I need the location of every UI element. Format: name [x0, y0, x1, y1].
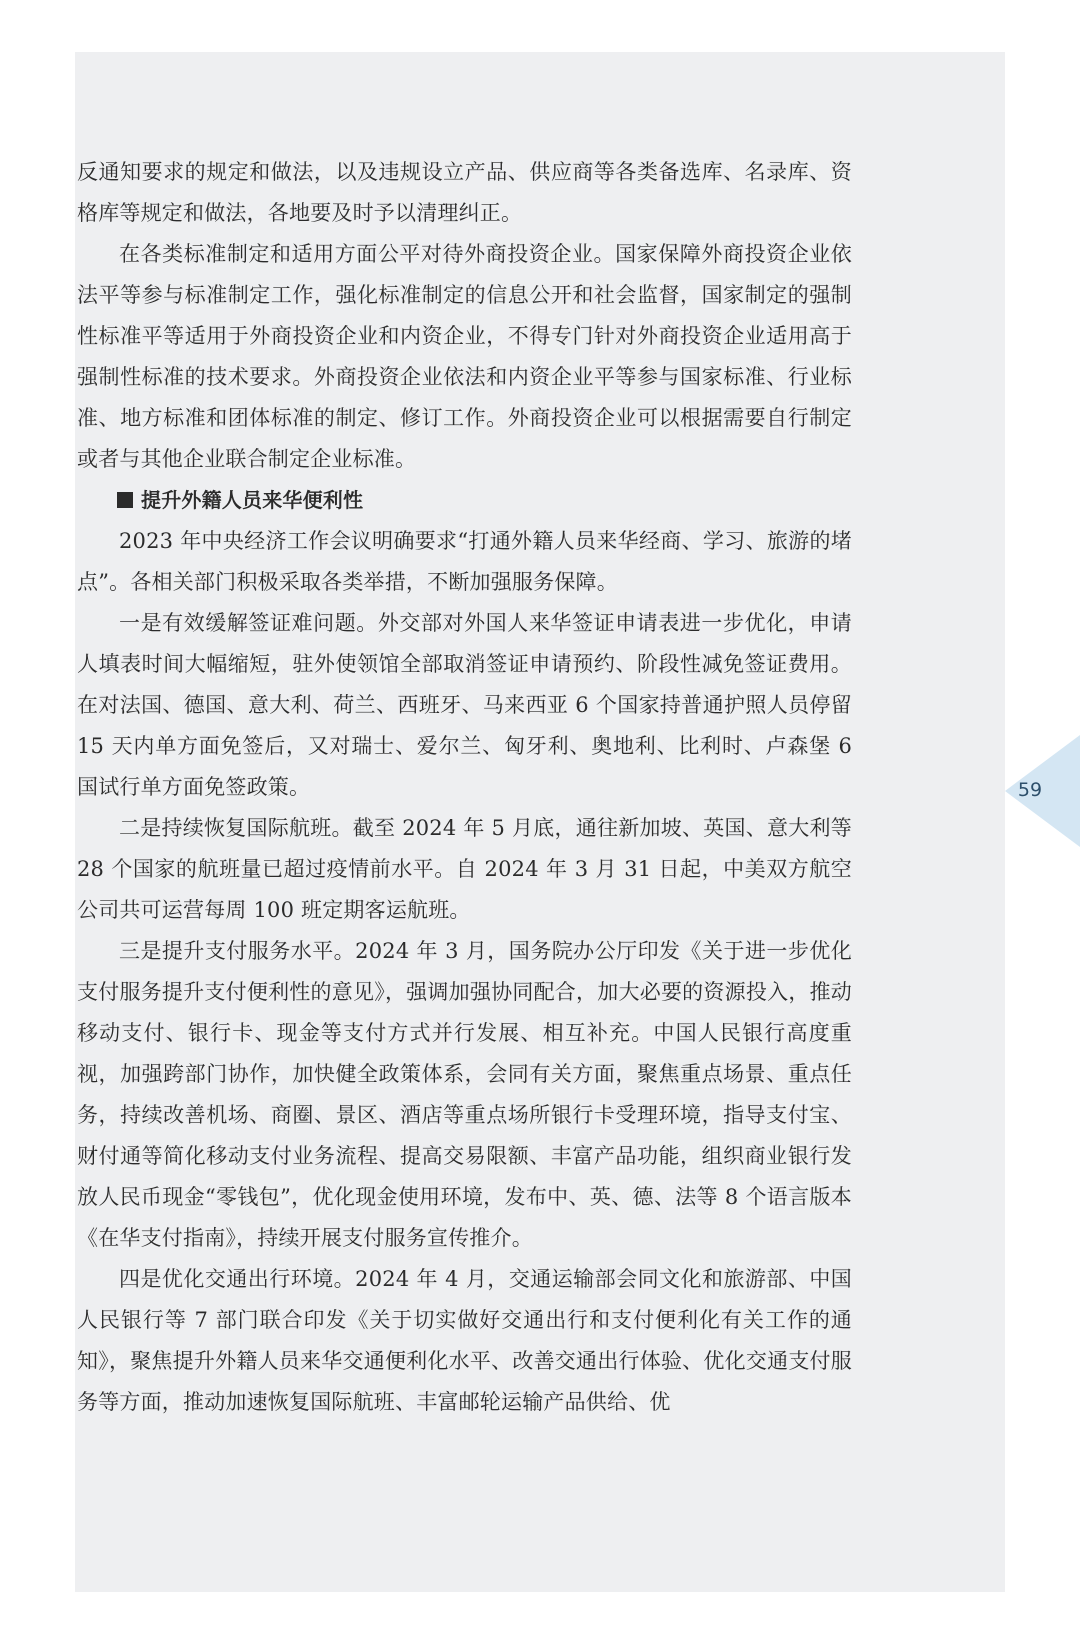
square-bullet-icon: [117, 492, 133, 508]
section-heading-text: 提升外籍人员来华便利性: [141, 488, 364, 512]
paragraph-3: 2023 年中央经济工作会议明确要求“打通外籍人员来华经商、学习、旅游的堵点”。各相关部门积极采取各类举措，不断加强服务保障。: [77, 529, 852, 594]
page-number: 59: [1017, 779, 1043, 801]
section-heading: [77, 480, 852, 521]
paragraph-7: 四是优化交通出行环境。2024 年 4 月，交通运输部会同文化和旅游部、中国人民银行等 7 部门联合印发《关于切实做好交通出行和支付便利化有关工作的通知》，聚焦提升外籍人员来华交通便利化水平、改善交通出行体验、优化交通支付服务等方面，推动加速恢复国际航班、丰富邮轮运输产品供给、优: [77, 1267, 852, 1414]
page-content: [77, 152, 852, 1423]
paragraph-4: 一是有效缓解签证难问题。外交部对外国人来华签证申请表进一步优化，申请人填表时间大幅缩短，驻外使领馆全部取消签证申请预约、阶段性减免签证费用。在对法国、德国、意大利、荷兰、西班牙、马来西亚 6 个国家持普通护照人员停留 15 天内单方面免签后，又对瑞士、爱尔兰、匈牙利、奥地利、比利时、卢森堡 6 国试行单方面免签政策。: [77, 611, 852, 799]
paragraph-1: 反通知要求的规定和做法，以及违规设立产品、供应商等各类备选库、名录库、资格库等规定和做法，各地要及时予以清理纠正。: [77, 160, 852, 225]
paragraph-5: 二是持续恢复国际航班。截至 2024 年 5 月底，通往新加坡、英国、意大利等 28 个国家的航班量已超过疫情前水平。自 2024 年 3 月 31 日起，中美双方航空公司共可运营每周 100 班定期客运航班。: [77, 816, 852, 922]
paragraph-6: 三是提升支付服务水平。2024 年 3 月，国务院办公厅印发《关于进一步优化支付服务提升支付便利性的意见》，强调加强协同配合，加大必要的资源投入，推动移动支付、银行卡、现金等支付方式并行发展、相互补充。中国人民银行高度重视，加强跨部门协作，加快健全政策体系，会同有关方面，聚焦重点场景、重点任务，持续改善机场、商圈、景区、酒店等重点场所银行卡受理环境，指导支付宝、财付通等简化移动支付业务流程、提高交易限额、丰富产品功能，组织商业银行发放人民币现金“零钱包”，优化现金使用环境，发布中、英、德、法等 8 个语言版本《在华支付指南》，持续开展支付服务宣传推介。: [77, 939, 852, 1250]
paragraph-2: 在各类标准制定和适用方面公平对待外商投资企业。国家保障外商投资企业依法平等参与标准制定工作，强化标准制定的信息公开和社会监督，国家制定的强制性标准平等适用于外商投资企业和内资企业，不得专门针对外商投资企业适用高于强制性标准的技术要求。外商投资企业依法和内资企业平等参与国家标准、行业标准、地方标准和团体标准的制定、修订工作。外商投资企业可以根据需要自行制定或者与其他企业联合制定企业标准。: [77, 242, 852, 471]
